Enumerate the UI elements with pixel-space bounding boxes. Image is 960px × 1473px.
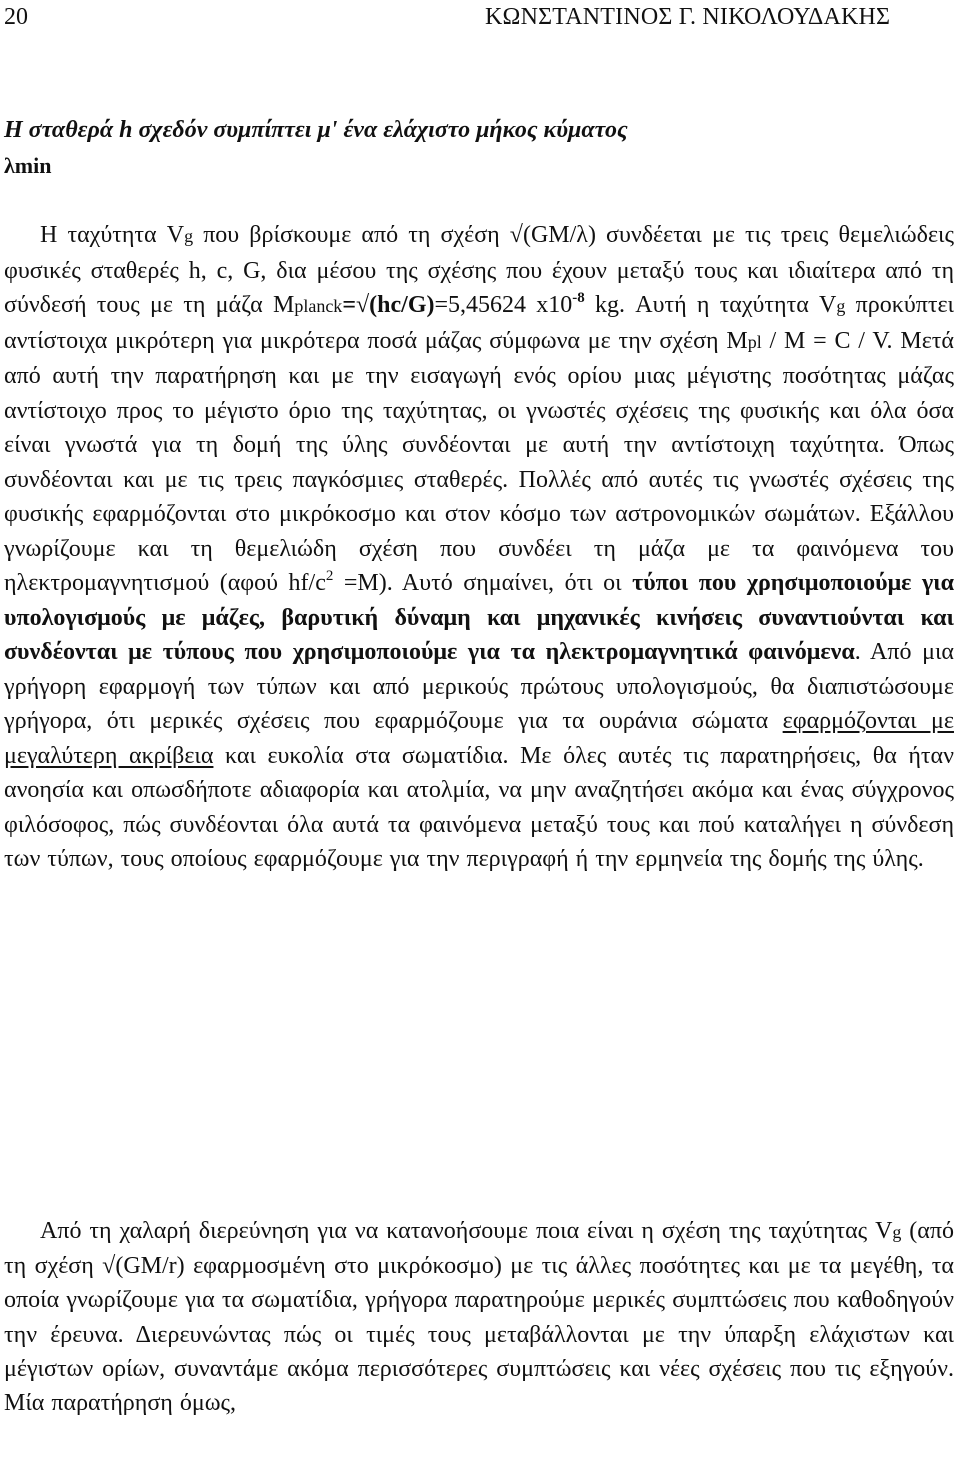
text-span: kg. Αυτή η ταχύτητα V: [584, 292, 837, 318]
text-span: προκύπτει αντίστοιχα μικρότερη για μικρότερα ποσά μάζας σύμφωνα με την σχέση M: [4, 292, 955, 354]
text-span: / M = C / V. Μετά από αυτή την παρατήρηση και με την εισαγωγή ενός ορίου μιας μέγιστης ποσότητας μάζας αντίστοιχο προς το μέγιστο όριο της ταχύτητας, οι γνωστές σχέσεις της φυσικής και όλα όσα είναι γνωστά για τη δομή της ύλης συνδέονται με αυτή την αντίστοιχη ταχύτητα. Όπως συνδέονται και με τις τρεις παγκόσμιες σταθερές. Πολλές από αυτές τις γνωστές σχέσεις της φυσικής εφαρμόζονται στο μικρόκοσμο και στον κόσμο των αστρονομικών σωμάτων. Εξάλλου γνωρίζουμε και τη θεμελιώδη σχέση που συνδέει τη μάζα με τα φαινόμενα του ηλεκτρομαγνητισμού (αφού hf/c: [4, 327, 954, 596]
planck-mass-symbol: M: [272, 292, 295, 318]
text-span: . Από μια γρήγορη εφαρμογή των τύπων και από μερικούς πρώτους υπολογισμούς, θα διαπιστώσουμε γρήγορα, ότι μερικές σχέσεις που εφαρμόζουμε για τα ουράνια σώματα: [4, 639, 955, 734]
planck-formula: =√(hc/G): [342, 292, 435, 318]
planck-subscript: planck: [294, 296, 343, 316]
text-span: Η ταχύτητα V: [40, 222, 185, 248]
subscript-pl: pl: [747, 331, 762, 352]
subscript-g: g: [184, 226, 194, 246]
page-header: [0, 2, 960, 32]
body-paragraph-1: [4, 218, 954, 877]
section-heading: [4, 112, 954, 184]
subscript-g: g: [836, 296, 846, 316]
body-paragraph-2: [4, 1214, 954, 1420]
text-span: Από τη χαλαρή διερεύνηση για να κατανοήσουμε ποια είναι η σχέση της ταχύτητας V: [40, 1218, 893, 1244]
superscript-2: 2: [325, 568, 334, 584]
planck-value: =5,45624 x10: [434, 292, 573, 318]
heading-symbol: λmin: [4, 153, 52, 178]
text-span: και ευκολία στα σωματίδια. Με όλες αυτές τις παρατηρήσεις, θα ήταν ανοησία και οπωσδήποτε αδιαφορία και ατολμία, να μην αναζητήσει ακόμα και ένας σύγχρονος φιλόσοφος, πώς συνδέονται όλα αυτά τα φαινόμενα μεταξύ τους και πού καταλήγει η σύνδεση των τύπων, τους οποίους εφαρμόζουμε για την περιγραφή ή την ερμηνεία της δομής της ύλης.: [4, 742, 954, 872]
text-span: που βρίσκουμε από τη σχέση √(GM/λ) συνδέεται με τις τρεις θεμελιώδεις φυσικές σταθερές h, c, G, δια μέσου της σχέσης που έχουν μεταξύ τους και ιδιαίτερα από τη σύνδεσή τους με τη μάζα: [4, 222, 955, 318]
bold-emphasis: τύποι που χρησιμοποιούμε για υπολογισμούς με μάζες, βαρυτική δύναμη και μηχανικές κινήσεις συναντιούνται και συνδέονται με τύπους που χρησιμοποιούμε για τα ηλεκτρομαγνητικά φαινόμενα: [4, 570, 955, 665]
page-number: 20: [4, 4, 28, 30]
subscript-g: g: [892, 1222, 902, 1242]
text-span: =M). Αυτό σημαίνει, ότι οι: [333, 570, 633, 596]
text-span: (από τη σχέση √(GM/r) εφαρμοσμένη στο μικρόκοσμο) με τις άλλες ποσότητες και με τα μεγέθη, τα οποία γνωρίζουμε για τα σωματίδια, γρήγορα παρατηρούμε μερικές συμπτώσεις που καθοδηγούν την έρευνα. Διερευνώντας πώς οι τιμές τους μεταβάλλονται με την ύπαρξη ελάχιστων και μέγιστων ορίων, συναντάμε ακόμα περισσότερες συμπτώσεις και νέες σχέσεις που τις εξηγούν. Μία παρατήρηση όμως,: [4, 1218, 954, 1417]
exponent: -8: [572, 290, 585, 306]
running-head: ΚΩΝΣΤΑΝΤΙΝΟΣ Γ. ΝΙΚΟΛΟΥΔΑΚΗΣ: [485, 4, 891, 30]
heading-text: Η σταθερά h σχεδόν συμπίπτει μ' ένα ελάχιστο μήκος κύματος: [4, 117, 628, 143]
underlined-emphasis: εφαρμόζονται με μεγαλύτερη ακρίβεια: [4, 708, 954, 769]
